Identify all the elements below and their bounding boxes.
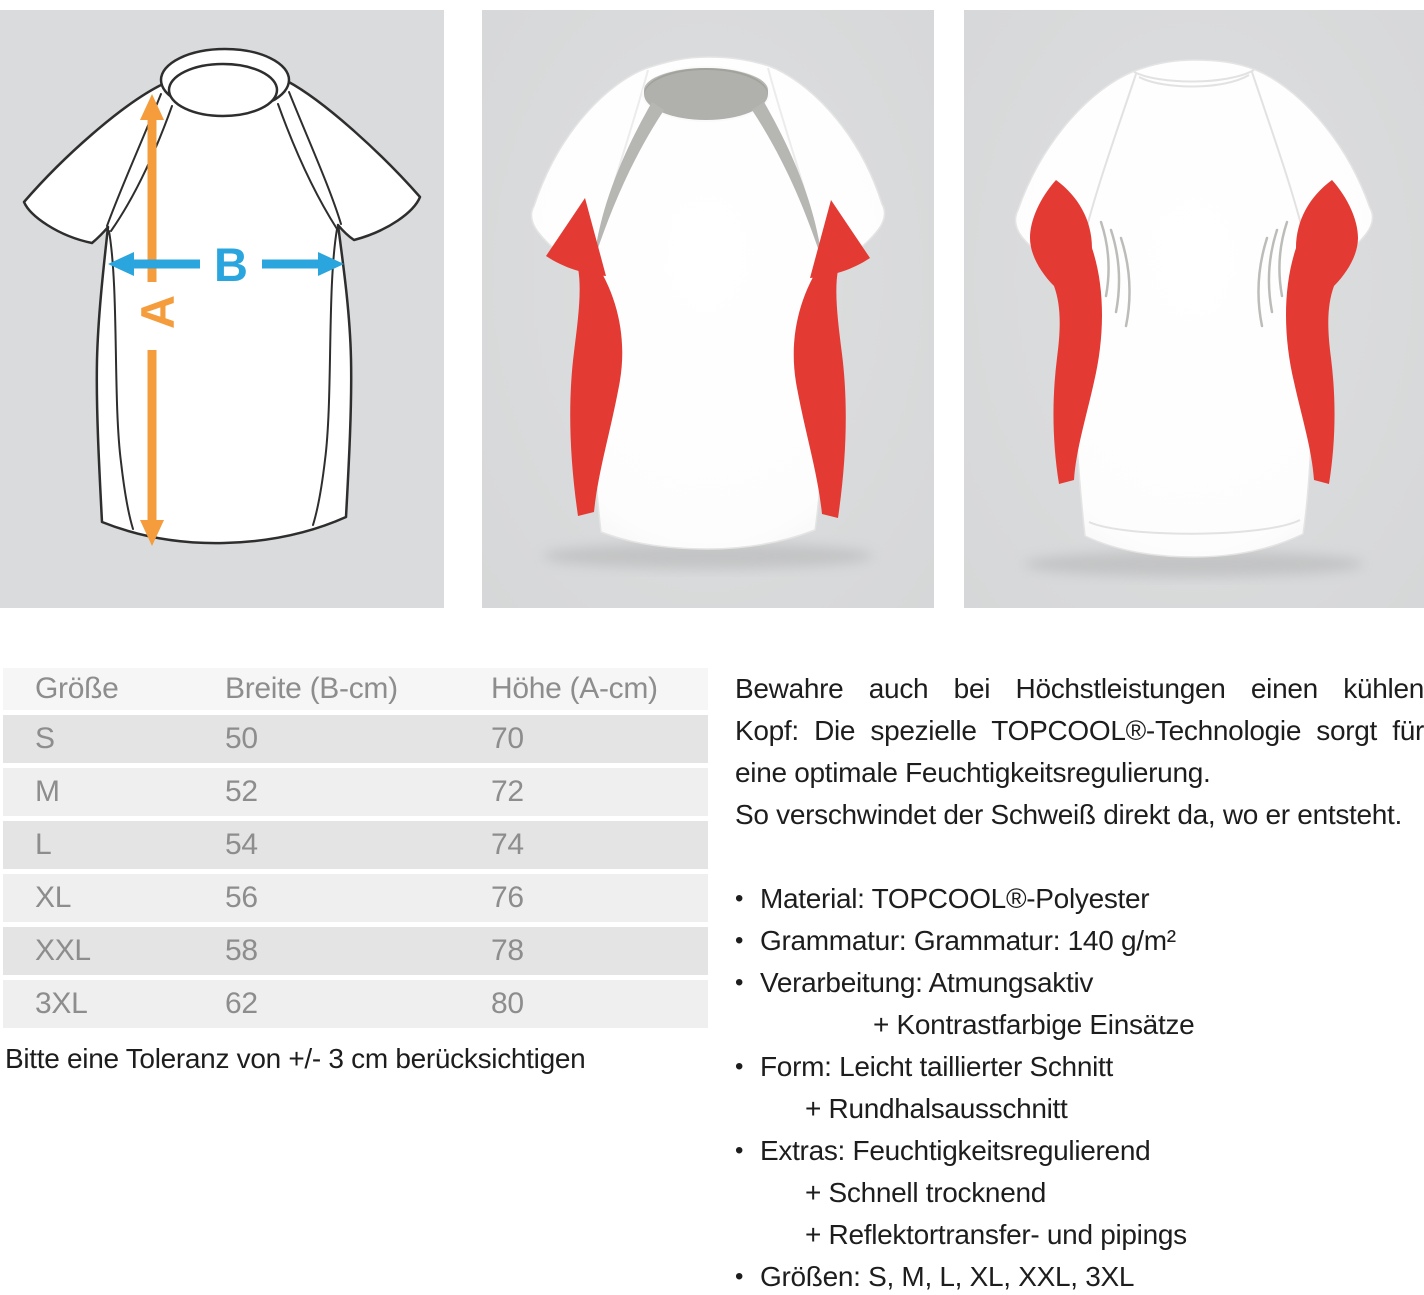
intro-line: Bewahre auch bei Höchstleistungen einen kühlen <box>735 673 1424 704</box>
cell-size: M <box>35 775 60 808</box>
cell-size: S <box>35 722 55 755</box>
cell-size: XL <box>35 881 72 914</box>
spec-subitem: + Rundhalsausschnitt <box>805 1093 1068 1124</box>
col-header-size: Größe <box>35 672 119 705</box>
measure-label-a: A <box>131 295 184 329</box>
cell-size: L <box>35 828 52 861</box>
col-header-width: Breite (B-cm) <box>225 672 398 705</box>
bullet-icon: • <box>735 1053 744 1080</box>
spec-item-extras: • Extras: Feuchtigkeitsregulierend <box>728 1130 1424 1172</box>
bullet-icon: • <box>735 927 744 954</box>
cell-height: 76 <box>491 881 524 914</box>
intro-line: Kopf: Die spezielle TOPCOOL®-Technologie sorgt für <box>735 715 1424 746</box>
table-row <box>3 980 708 1028</box>
spec-list <box>728 878 1424 1295</box>
table-row <box>3 927 708 975</box>
shirt-back-panel <box>964 10 1424 608</box>
tshirt-outline <box>24 49 420 543</box>
spec-item-material: • Material: TOPCOOL®-Polyester <box>728 878 1424 920</box>
table-row <box>3 821 708 869</box>
cell-width: 52 <box>225 775 258 808</box>
collar-inner <box>169 64 277 116</box>
spec-subitem: + Kontrastfarbige Einsätze <box>873 1009 1195 1040</box>
intro-line: eine optimale Feuchtigkeitsregulierung. <box>735 757 1211 788</box>
product-description <box>728 668 1424 1295</box>
shirt-front-panel <box>482 10 934 608</box>
table-row <box>3 768 708 816</box>
cell-height: 74 <box>491 828 524 861</box>
bullet-icon: • <box>735 885 744 912</box>
tshirt-front-photo <box>482 10 934 608</box>
spec-item-form: • Form: Leicht taillierter Schnitt <box>728 1046 1424 1088</box>
spec-subitem: + Schnell trocknend <box>805 1177 1047 1208</box>
size-diagram-panel <box>0 10 444 608</box>
cell-width: 50 <box>225 722 258 755</box>
spec-item-verarbeitung: • Verarbeitung: Atmungsaktiv <box>728 962 1424 1004</box>
spec-item-grammatur: • Grammatur: Grammatur: 140 g/m² <box>728 920 1424 962</box>
spec-item-groessen: • Größen: S, M, L, XL, XXL, 3XL <box>728 1256 1424 1295</box>
tshirt-measure-illustration <box>0 10 444 608</box>
cell-width: 58 <box>225 934 258 967</box>
cell-width: 54 <box>225 828 258 861</box>
cell-width: 62 <box>225 987 258 1020</box>
intro-line: So verschwindet der Schweiß direkt da, wo er entsteht. <box>735 799 1403 830</box>
bullet-icon: • <box>735 1263 744 1290</box>
cell-width: 56 <box>225 881 258 914</box>
size-table-header-row <box>3 668 708 710</box>
table-row <box>3 715 708 763</box>
tshirt-back-photo <box>964 10 1424 608</box>
bullet-icon: • <box>735 1137 744 1164</box>
measure-label-b: B <box>214 238 248 291</box>
table-row <box>3 874 708 922</box>
tolerance-note: Bitte eine Toleranz von +/- 3 cm berücksichtigen <box>5 1043 586 1074</box>
cell-size: 3XL <box>35 987 88 1020</box>
cell-height: 72 <box>491 775 524 808</box>
col-header-height: Höhe (A-cm) <box>491 672 658 705</box>
cell-height: 70 <box>491 722 524 755</box>
cell-height: 78 <box>491 934 524 967</box>
bullet-icon: • <box>735 969 744 996</box>
size-table <box>3 668 708 1033</box>
cell-size: XXL <box>35 934 91 967</box>
spec-subitem: + Reflektortransfer- und pipings <box>805 1219 1187 1250</box>
cell-height: 80 <box>491 987 524 1020</box>
